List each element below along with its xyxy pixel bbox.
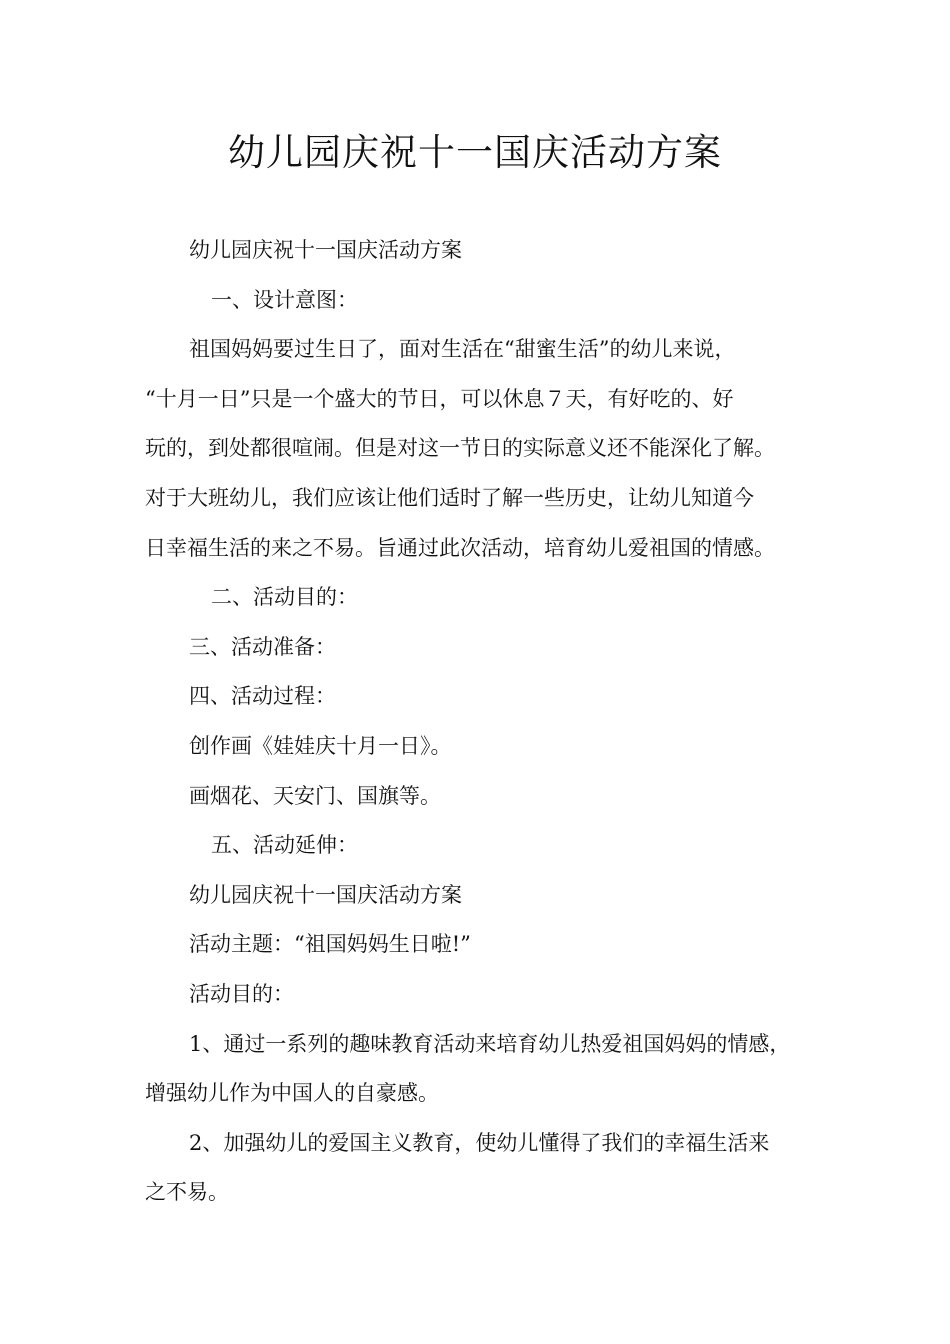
section-heading-purpose: 二、活动目的： bbox=[211, 585, 358, 610]
body-line: 祖国妈妈要过生日了，面对生活在“甜蜜生活”的幼儿来说， bbox=[189, 337, 736, 362]
body-line: 2、加强幼儿的爱国主义教育，使幼儿懂得了我们的幸福生活来 bbox=[189, 1130, 770, 1155]
body-line: 对于大班幼儿，我们应该让他们适时了解一些历史，让幼儿知道今 bbox=[145, 485, 754, 510]
body-line: 活动目的： bbox=[189, 981, 294, 1006]
body-line: 日幸福生活的来之不易。旨通过此次活动，培育幼儿爱祖国的情感。 bbox=[145, 535, 775, 560]
body-line: 之不易。 bbox=[145, 1180, 229, 1205]
body-line: 幼儿园庆祝十一国庆活动方案 bbox=[189, 238, 462, 262]
section-heading-extension: 五、活动延伸： bbox=[211, 833, 358, 858]
document-body bbox=[145, 226, 825, 1218]
body-line: “十月一日”只是一个盛大的节日，可以休息７天，有好吃的、好 bbox=[145, 386, 734, 411]
body-line: 画烟花、天安门、国旗等。 bbox=[189, 783, 441, 808]
body-line: 创作画《娃娃庆十月一日》。 bbox=[189, 733, 452, 758]
section-heading-process: 四、活动过程： bbox=[189, 684, 336, 709]
document-title: 幼儿园庆祝十一国庆活动方案 bbox=[228, 131, 722, 174]
section-heading-preparation: 三、活动准备： bbox=[189, 634, 336, 659]
body-line: 玩的，到处都很喧闹。但是对这一节日的实际意义还不能深化了解。 bbox=[145, 436, 775, 461]
body-line: 1、通过一系列的趣味教育活动来培育幼儿热爱祖国妈妈的情感， bbox=[189, 1031, 791, 1056]
body-line: 增强幼儿作为中国人的自豪感。 bbox=[145, 1081, 439, 1106]
section-heading-design-intent: 一、设计意图： bbox=[211, 287, 358, 312]
body-line: 活动主题：“祖国妈妈生日啦!” bbox=[189, 932, 471, 957]
body-line: 幼儿园庆祝十一国庆活动方案 bbox=[189, 882, 462, 907]
